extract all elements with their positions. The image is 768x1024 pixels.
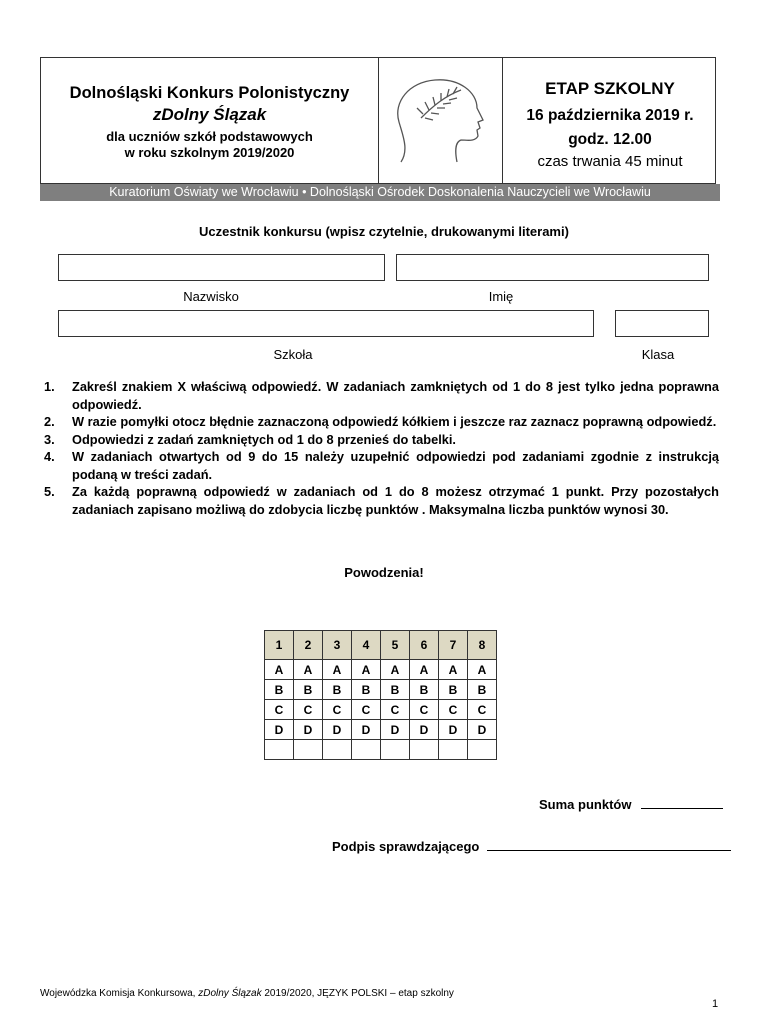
score-label: Suma punktów xyxy=(539,797,632,812)
participant-heading: Uczestnik konkursu (wpisz czytelnie, drukowanymi literami) xyxy=(199,224,569,239)
name-field[interactable] xyxy=(396,254,709,281)
exam-date: 16 października 2019 r. xyxy=(526,107,694,124)
exam-time: godz. 12.00 xyxy=(568,131,652,148)
checker-line xyxy=(332,839,731,854)
checker-label: Podpis sprawdzającego xyxy=(332,839,480,854)
checker-signature-field[interactable] xyxy=(487,850,731,851)
answer-table-header: 1 2 3 4 5 6 7 8 xyxy=(265,631,497,660)
instructions-list xyxy=(44,378,719,518)
footer: Wojewódzka Komisja Konkursowa, zDolny Ślązak 2019/2020, JĘZYK POLSKI – etap szkolny xyxy=(40,988,454,999)
answer-table xyxy=(264,630,497,760)
stage-title: ETAP SZKOLNY xyxy=(545,79,675,98)
header-box xyxy=(40,57,716,184)
instruction-item: 3. Odpowiedzi z zadań zamkniętych od 1 do 8 przenieś do tabelki. xyxy=(44,431,456,447)
audience: dla uczniów szkół podstawowych xyxy=(106,129,313,144)
exam-duration: czas trwania 45 minut xyxy=(537,153,683,170)
answer-empty-row[interactable] xyxy=(265,740,497,760)
head-with-laurel-icon xyxy=(379,58,503,183)
instruction-item: 2. W razie pomyłki otocz błędnie zaznaczoną odpowiedź kółkiem i jeszcze raz zaznacz poprawną odpowiedź. xyxy=(44,414,717,429)
school-year: w roku szkolnym 2019/2020 xyxy=(124,145,295,160)
score-field[interactable] xyxy=(641,808,723,809)
good-luck: Powodzenia! xyxy=(344,565,424,580)
surname-field[interactable] xyxy=(58,254,385,281)
answer-row[interactable]: D D D D D D D D xyxy=(265,720,497,740)
logo xyxy=(379,58,503,183)
answer-row[interactable]: C C C C C C C C xyxy=(265,700,497,720)
name-label: Imię xyxy=(488,289,514,304)
answer-row[interactable]: A A A A A A A A xyxy=(265,660,497,680)
instruction-item: 5. Za każdą poprawną odpowiedź w zadaniach od 1 do 8 możesz otrzymać 1 punkt. Przy pozostałych zadaniach zapisano możliwą do zdobycia liczbę punktów . Maksymalna liczba punktów wynosi 30. xyxy=(44,484,719,517)
instruction-item: 4. W zadaniach otwartych od 9 do 15 należy uzupełnić odpowiedzi pod zadaniami zgodnie z instrukcją podaną w treści zadań. xyxy=(44,449,719,482)
school-field[interactable] xyxy=(58,310,594,337)
surname-label: Nazwisko xyxy=(183,289,239,304)
stage-info xyxy=(503,58,717,183)
instruction-item: 1. Zakreśl znakiem X właściwą odpowiedź. W zadaniach zamkniętych od 1 do 8 jest tylko jedna poprawna odpowiedź. xyxy=(44,379,719,412)
school-label: Szkoła xyxy=(273,347,313,362)
page-number: 1 xyxy=(712,998,719,1010)
class-label: Klasa xyxy=(641,347,675,362)
answer-row[interactable]: B B B B B B B B xyxy=(265,680,497,700)
class-field[interactable] xyxy=(615,310,709,337)
contest-name: Dolnośląski Konkurs Polonistyczny xyxy=(69,84,350,102)
contest-subtitle: zDolny Ślązak xyxy=(152,105,267,124)
score-line xyxy=(539,797,723,812)
organizers-banner: Kuratorium Oświaty we Wrocławiu • Dolnośląski Ośrodek Doskonalenia Nauczycieli we Wrocławiu xyxy=(40,184,720,201)
contest-info xyxy=(41,58,379,183)
